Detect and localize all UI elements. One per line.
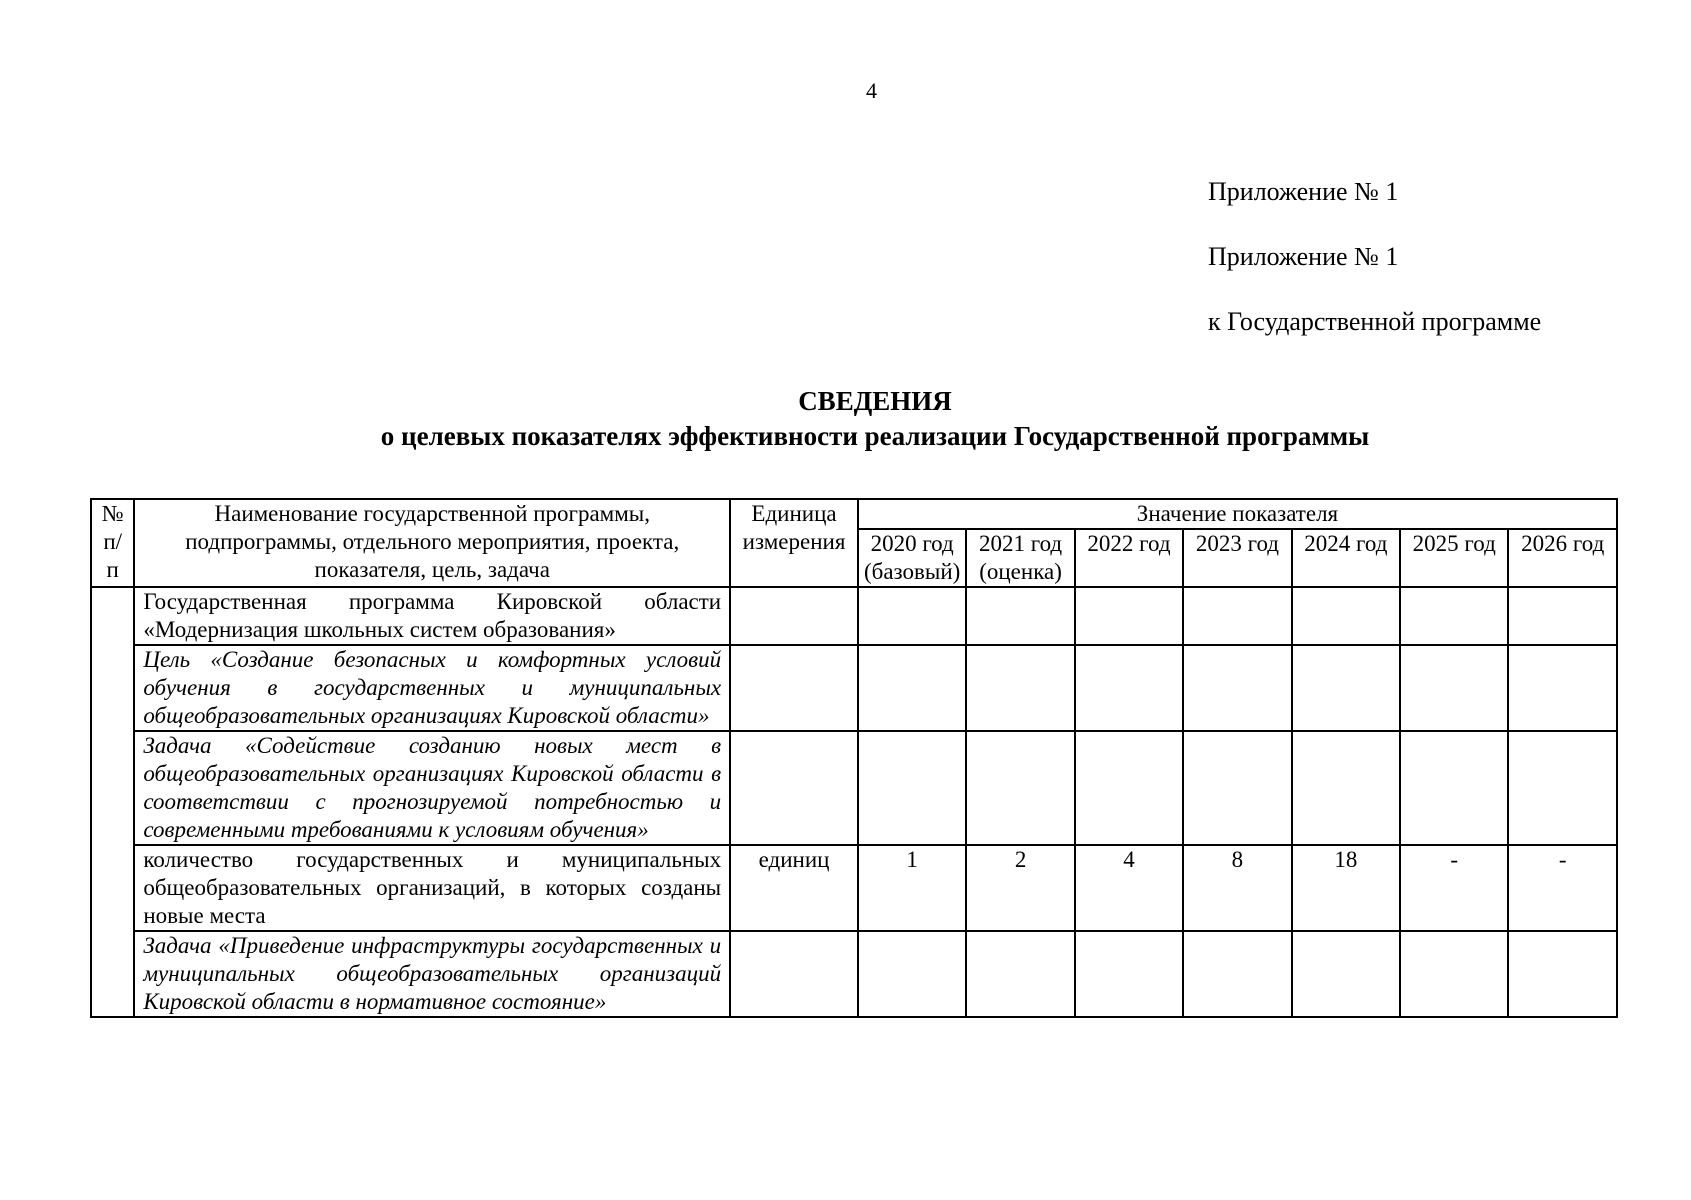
document-subtitle: о целевых показателях эффективности реализации Государственной программы xyxy=(380,421,1370,451)
table-body xyxy=(91,587,1617,1017)
row-value-cell xyxy=(1075,731,1183,845)
row-value-cell: 8 xyxy=(1183,845,1291,931)
table-row xyxy=(91,845,1617,931)
row-value-cell xyxy=(1292,931,1400,1017)
row-name-cell: Задача «Содействие созданию новых мест в общеобразовательных организациях Кировской области в соответствии с прогнозируемой потребностью и современными требованиями к условиям обучения» xyxy=(134,731,730,845)
header-year-2024: 2024 год xyxy=(1292,529,1400,587)
header-year-2021: 2021 год (оценка) xyxy=(966,529,1074,587)
row-value-cell: 1 xyxy=(858,845,966,931)
row-value-cell xyxy=(1400,587,1508,645)
row-value-cell xyxy=(966,731,1074,845)
header-year-2025: 2025 год xyxy=(1400,529,1508,587)
row-value-cell xyxy=(1508,731,1617,845)
row-name-cell: Государственная программа Кировской области «Модернизация школьных систем образования» xyxy=(134,587,730,645)
row-value-cell xyxy=(1183,645,1291,731)
header-year-2023: 2023 год xyxy=(1183,529,1291,587)
row-value-cell: - xyxy=(1400,845,1508,931)
indicators-table xyxy=(90,498,1618,1018)
page-number: 4 xyxy=(866,78,877,103)
document-title: СВЕДЕНИЯ xyxy=(798,386,952,416)
row-name-cell: Задача «Приведение инфраструктуры государственных и муниципальных общеобразовательных организаций Кировской области в нормативное состояние» xyxy=(134,931,730,1017)
row-value-cell xyxy=(1183,931,1291,1017)
row-value-cell xyxy=(1508,587,1617,645)
header-unit: Единица измерения xyxy=(730,499,858,587)
row-value-cell xyxy=(1183,731,1291,845)
header-num: № п/п xyxy=(91,499,134,587)
row-value-cell xyxy=(1292,645,1400,731)
row-value-cell xyxy=(858,645,966,731)
row-value-cell xyxy=(1508,645,1617,731)
row-unit-cell xyxy=(730,587,858,645)
row-unit-cell xyxy=(730,731,858,845)
row-value-cell xyxy=(966,587,1074,645)
row-value-cell xyxy=(1508,931,1617,1017)
row-value-cell xyxy=(966,645,1074,731)
table-row xyxy=(91,587,1617,645)
row-value-cell xyxy=(1292,731,1400,845)
row-value-cell: 4 xyxy=(1075,845,1183,931)
header-year-2026: 2026 год xyxy=(1508,529,1617,587)
header-value-group: Значение показателя xyxy=(858,499,1617,529)
row-value-cell xyxy=(1400,931,1508,1017)
appendix-line-3: к Государственной программе xyxy=(1208,307,1542,336)
header-year-2022: 2022 год xyxy=(1075,529,1183,587)
row-value-cell xyxy=(1075,931,1183,1017)
table-row xyxy=(91,731,1617,845)
row-value-cell: - xyxy=(1508,845,1617,931)
appendix-line-1: Приложение № 1 xyxy=(1208,177,1399,206)
row-unit-cell xyxy=(730,645,858,731)
row-unit-cell xyxy=(730,931,858,1017)
row-name-cell: количество государственных и муниципальных общеобразовательных организаций, в которых созданы новые места xyxy=(134,845,730,931)
row-value-cell xyxy=(1075,587,1183,645)
row-value-cell: 18 xyxy=(1292,845,1400,931)
appendix-line-2: Приложение № 1 xyxy=(1208,242,1399,271)
row-value-cell xyxy=(858,587,966,645)
row-unit-cell: единиц xyxy=(730,845,858,931)
row-value-cell xyxy=(858,731,966,845)
row-value-cell xyxy=(1400,731,1508,845)
row-value-cell xyxy=(1292,587,1400,645)
table-row xyxy=(91,931,1617,1017)
row-value-cell xyxy=(1183,587,1291,645)
row-value-cell xyxy=(1400,645,1508,731)
row-value-cell xyxy=(1075,645,1183,731)
header-year-2020: 2020 год (базовый) xyxy=(858,529,966,587)
row-name-cell: Цель «Создание безопасных и комфортных условий обучения в государственных и муниципальных общеобразовательных организациях Кировской области» xyxy=(134,645,730,731)
row-value-cell: 2 xyxy=(966,845,1074,931)
row-number-cell xyxy=(91,587,134,1017)
row-value-cell xyxy=(858,931,966,1017)
table-row xyxy=(91,645,1617,731)
row-value-cell xyxy=(966,931,1074,1017)
header-name: Наименование государственной программы, подпрограммы, отдельного мероприятия, проекта, показателя, цель, задача xyxy=(134,499,730,587)
